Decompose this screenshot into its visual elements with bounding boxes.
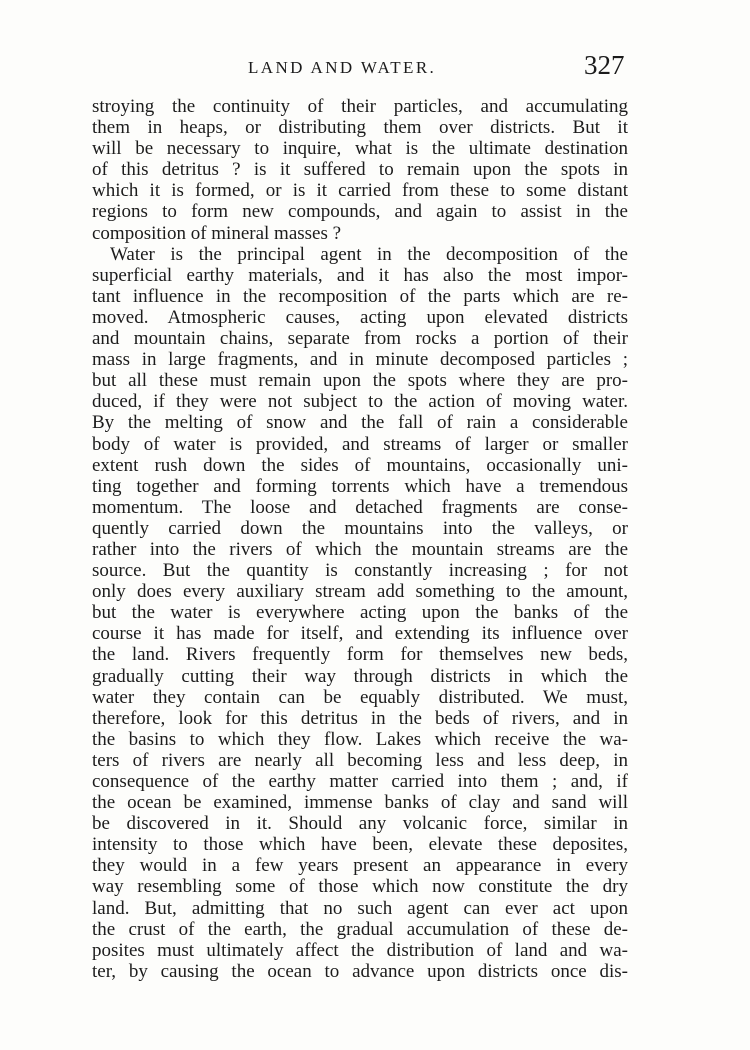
- text-line: mass in large fragments, and in minute decomposed particles ;: [92, 349, 628, 371]
- text-line: the basins to which they flow. Lakes which receive the wa-: [92, 728, 628, 750]
- text-line: intensity to those which have been, elevate these deposites,: [92, 834, 628, 856]
- text-line: them in heaps, or distributing them over districts. But it: [92, 117, 628, 139]
- text-line: ting together and forming torrents which have a tremendous: [92, 475, 628, 497]
- text-line: ters of rivers are nearly all becoming less and less deep, in: [92, 749, 628, 771]
- text-line: of this detritus ? is it suffered to remain upon the spots in: [92, 159, 628, 181]
- body-text: [92, 96, 628, 982]
- text-line: duced, if they were not subject to the action of moving water.: [92, 391, 628, 413]
- text-line: only does every auxiliary stream add something to the amount,: [92, 581, 628, 603]
- text-line: will be necessary to inquire, what is the ultimate destination: [92, 138, 628, 160]
- text-line: Water is the principal agent in the decomposition of the: [110, 243, 628, 265]
- page-number: 327: [584, 50, 625, 80]
- text-line: source. But the quantity is constantly increasing ; for not: [92, 560, 628, 582]
- text-line: the ocean be examined, immense banks of clay and sand will: [92, 792, 628, 814]
- text-line: consequence of the earthy matter carried into them ; and, if: [92, 771, 628, 792]
- text-line: By the melting of snow and the fall of rain a considerable: [92, 412, 628, 434]
- text-line: be discovered in it. Should any volcanic force, similar in: [92, 813, 628, 835]
- text-line: the crust of the earth, the gradual accumulation of these de-: [92, 918, 628, 940]
- text-line: therefore, look for this detritus in the beds of rivers, and in: [92, 707, 628, 729]
- text-line: body of water is provided, and streams of larger or smaller: [92, 433, 628, 455]
- text-line: moved. Atmospheric causes, acting upon elevated districts: [92, 306, 628, 328]
- text-line: quently carried down the mountains into the valleys, or: [92, 517, 628, 539]
- text-line: tant influence in the recomposition of the parts which are re-: [92, 285, 628, 307]
- text-line: land. But, admitting that no such agent can ever act upon: [92, 897, 628, 919]
- text-line: extent rush down the sides of mountains, occasionally uni-: [92, 454, 628, 476]
- text-line: posites must ultimately affect the distribution of land and wa-: [92, 939, 628, 961]
- text-line: ter, by causing the ocean to advance upon districts once dis-: [92, 960, 628, 982]
- text-line: gradually cutting their way through districts in which the: [92, 665, 628, 687]
- paragraph: [92, 244, 628, 982]
- paragraph: [92, 96, 628, 244]
- text-line: they would in a few years present an appearance in every: [92, 855, 628, 877]
- text-line: superficial earthy materials, and it has also the most impor-: [92, 264, 628, 286]
- text-line: and mountain chains, separate from rocks a portion of their: [92, 328, 628, 350]
- text-line: rather into the rivers of which the mountain streams are the: [92, 538, 628, 560]
- running-title: LAND AND WATER.: [248, 58, 437, 77]
- text-line: regions to form new compounds, and again to assist in the: [92, 201, 628, 223]
- text-line: the land. Rivers frequently form for themselves new beds,: [92, 644, 628, 666]
- text-line: which it is formed, or is it carried from these to some distant: [92, 180, 628, 202]
- text-line: but all these must remain upon the spots where they are pro-: [92, 370, 628, 392]
- running-header: [0, 52, 750, 82]
- text-line: but the water is everywhere acting upon the banks of the: [92, 602, 628, 624]
- text-line: course it has made for itself, and extending its influence over: [92, 623, 628, 645]
- text-line: composition of mineral masses ?: [92, 222, 342, 244]
- text-line: stroying the continuity of their particles, and accumulating: [92, 96, 628, 117]
- text-line: way resembling some of those which now constitute the dry: [92, 876, 628, 898]
- text-line: momentum. The loose and detached fragments are conse-: [92, 496, 628, 518]
- text-line: water they contain can be equably distributed. We must,: [92, 686, 628, 708]
